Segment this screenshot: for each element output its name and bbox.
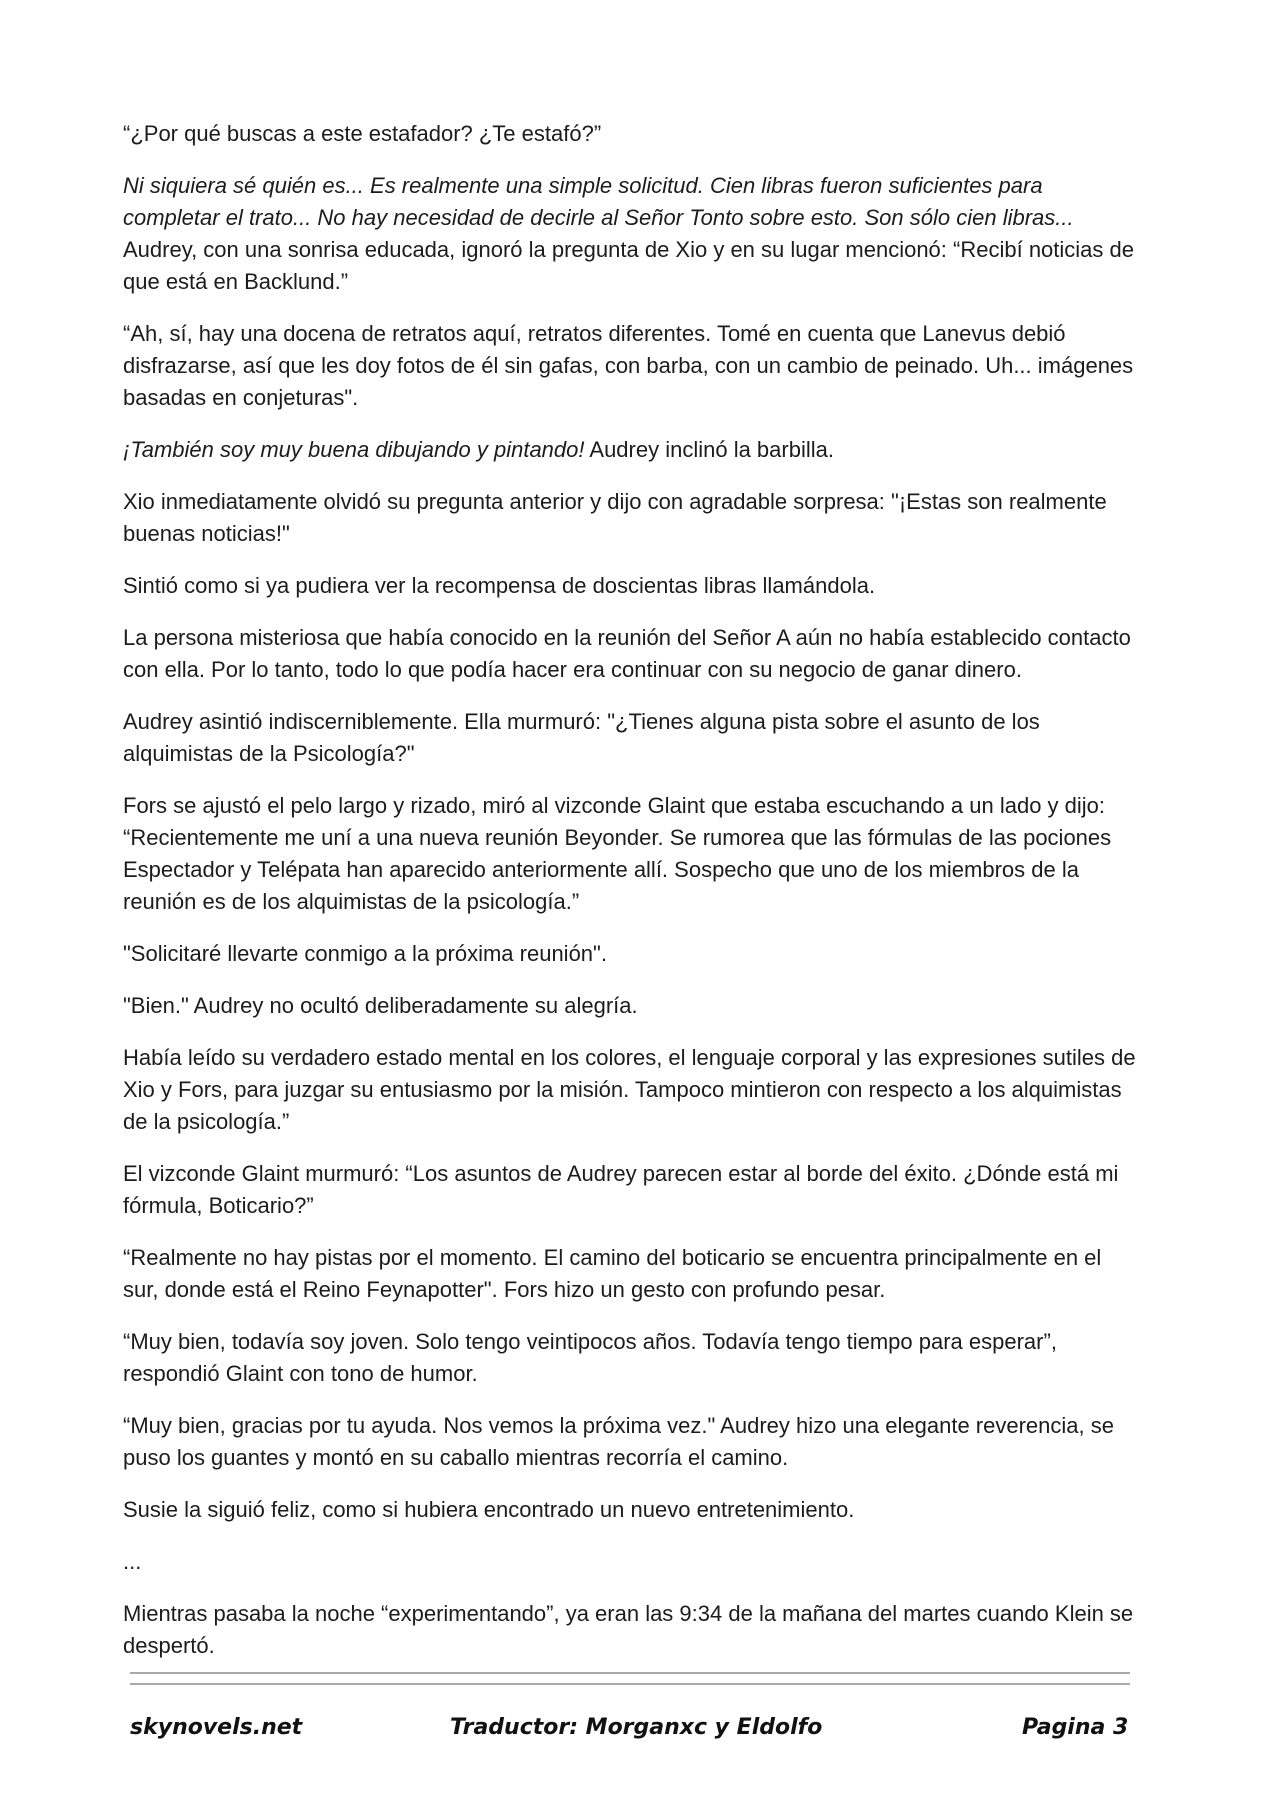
paragraph (123, 1158, 1138, 1222)
paragraph-text: La persona misteriosa que había conocido en la reunión del Señor A aún no había establecido contacto con ella. Por lo tanto, todo lo que podía hacer era continuar con su negocio de ganar dinero. (123, 625, 1131, 682)
paragraph (123, 318, 1138, 414)
paragraph (123, 1042, 1138, 1138)
paragraph (123, 622, 1138, 686)
paragraph (123, 434, 1138, 466)
paragraph (123, 1598, 1138, 1662)
paragraph-italic-text: ¡También soy muy buena dibujando y pintando! (123, 437, 585, 462)
footer-site: skynovels.net (130, 1715, 303, 1740)
paragraph (123, 486, 1138, 550)
paragraph-text: “Muy bien, todavía soy joven. Solo tengo veintipocos años. Todavía tengo tiempo para esperar”, respondió Glaint con tono de humor. (123, 1329, 1057, 1386)
paragraph-text: “Muy bien, gracias por tu ayuda. Nos vemos la próxima vez." Audrey hizo una elegante reverencia, se puso los guantes y montó en su caballo mientras recorría el camino. (123, 1413, 1114, 1470)
paragraph-text: “¿Por qué buscas a este estafador? ¿Te estafó?” (123, 121, 602, 146)
paragraph (123, 570, 1138, 602)
paragraph-text: Sintió como si ya pudiera ver la recompensa de doscientas libras llamándola. (123, 573, 876, 598)
paragraph-text: Xio inmediatamente olvidó su pregunta anterior y dijo con agradable sorpresa: "¡Estas son realmente buenas noticias!" (123, 489, 1107, 546)
paragraph-text: Audrey, con una sonrisa educada, ignoró la pregunta de Xio y en su lugar mencionó: “Recibí noticias de que está en Backlund.” (123, 237, 1134, 294)
paragraph (123, 1494, 1138, 1526)
paragraph (123, 706, 1138, 770)
paragraph (123, 1410, 1138, 1474)
document-body (123, 118, 1138, 1682)
paragraph (123, 1326, 1138, 1390)
paragraph-text: “Ah, sí, hay una docena de retratos aquí, retratos diferentes. Tomé en cuenta que Lanevus debió disfrazarse, así que les doy fotos de él sin gafas, con barba, con un cambio de peinado. Uh... imágenes basadas en conjeturas". (123, 321, 1134, 410)
footer-divider-bottom (130, 1683, 1130, 1685)
footer-translator: Traductor: Morganxc y Eldolfo (450, 1715, 823, 1740)
paragraph-text: "Bien." Audrey no ocultó deliberadamente su alegría. (123, 993, 638, 1018)
paragraph (123, 790, 1138, 918)
paragraph-text: Mientras pasaba la noche “experimentando”, ya eran las 9:34 de la mañana del martes cuando Klein se despertó. (123, 1601, 1134, 1658)
paragraph-text: El vizconde Glaint murmuró: “Los asuntos de Audrey parecen estar al borde del éxito. ¿Dónde está mi fórmula, Boticario?” (123, 1161, 1119, 1218)
paragraph-text: Había leído su verdadero estado mental en los colores, el lenguaje corporal y las expresiones sutiles de Xio y Fors, para juzgar su entusiasmo por la misión. Tampoco mintieron con respecto a los alquimistas de la psicología.” (123, 1045, 1136, 1134)
paragraph (123, 1546, 1138, 1578)
paragraph (123, 170, 1138, 298)
paragraph-text: Susie la siguió feliz, como si hubiera encontrado un nuevo entretenimiento. (123, 1497, 855, 1522)
footer-page-number: Pagina 3 (1022, 1715, 1129, 1740)
paragraph-text: ... (123, 1549, 142, 1574)
paragraph (123, 1242, 1138, 1306)
paragraph-text: Fors se ajustó el pelo largo y rizado, miró al vizconde Glaint que estaba escuchando a un lado y dijo: “Recientemente me uní a una nueva reunión Beyonder. Se rumorea que las fórmulas de las pociones Espectador y Telépata han aparecido anteriormente allí. Sospecho que uno de los miembros de la reunión es de los alquimistas de la psicología.” (123, 793, 1112, 914)
paragraph (123, 118, 1138, 150)
paragraph-italic-text: Ni siquiera sé quién es... Es realmente una simple solicitud. Cien libras fueron suficientes para completar el trato... No hay necesidad de decirle al Señor Tonto sobre esto. Son sólo cien libras... (123, 173, 1074, 230)
paragraph-text: Audrey asintió indiscerniblemente. Ella murmuró: "¿Tienes alguna pista sobre el asunto de los alquimistas de la Psicología?" (123, 709, 1040, 766)
paragraph-text: “Realmente no hay pistas por el momento. El camino del boticario se encuentra principalmente en el sur, donde está el Reino Feynapotter". Fors hizo un gesto con profundo pesar. (123, 1245, 1102, 1302)
paragraph (123, 938, 1138, 970)
footer-divider-top (130, 1672, 1130, 1674)
paragraph (123, 990, 1138, 1022)
paragraph-text: "Solicitaré llevarte conmigo a la próxima reunión". (123, 941, 607, 966)
paragraph-text: Audrey inclinó la barbilla. (584, 437, 834, 462)
